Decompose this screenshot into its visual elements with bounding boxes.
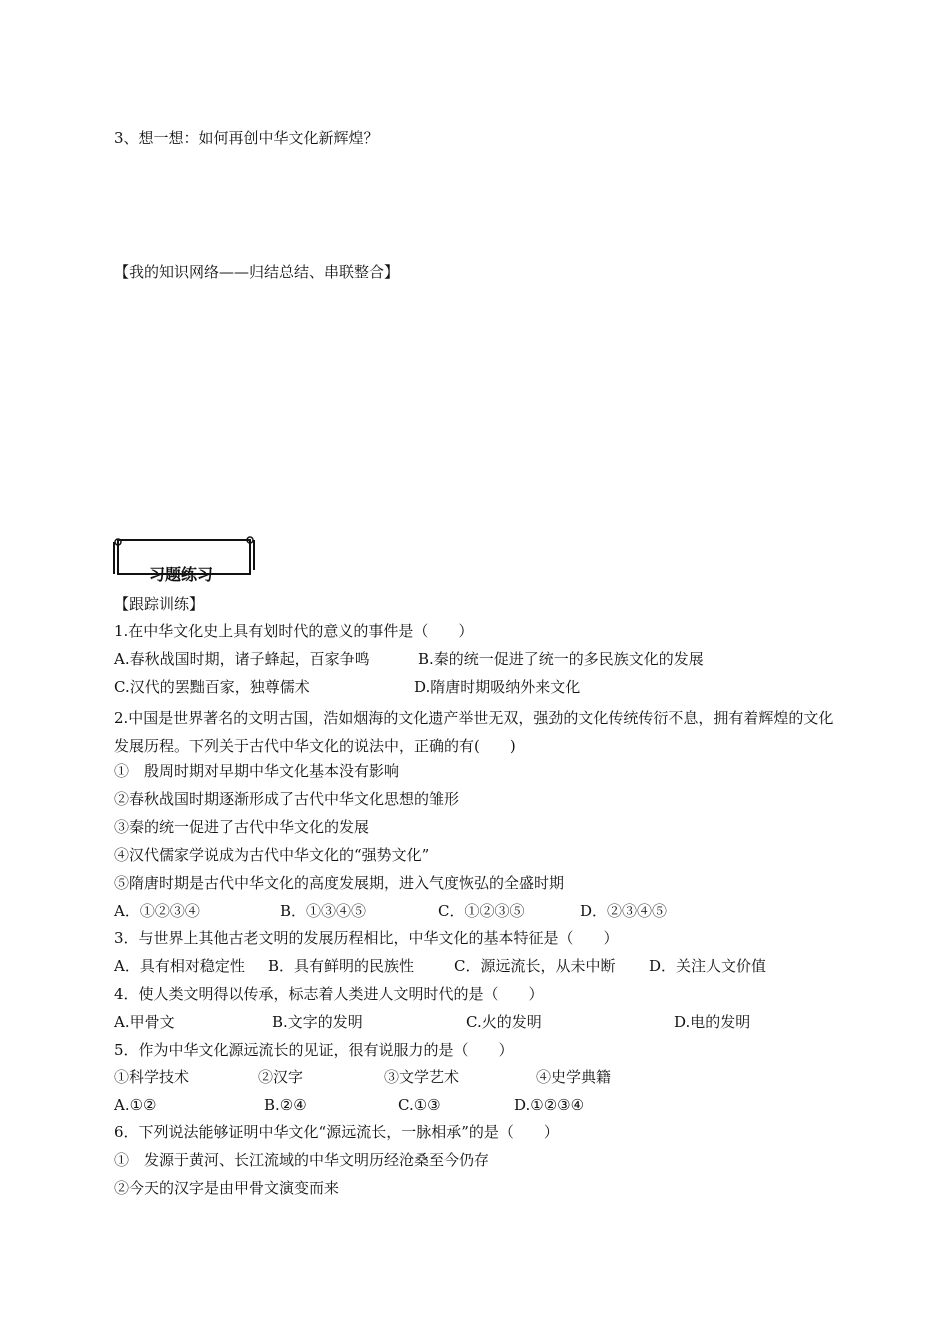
- q4-option-c: C.火的发明: [466, 1013, 542, 1031]
- q2-option-a: A．①②③④: [114, 902, 200, 920]
- q5-statement-1: ①科学技术: [114, 1068, 190, 1086]
- q2-option-c: C．①②③⑤: [438, 902, 525, 920]
- q2-statement-4: ④汉代儒家学说成为古代中华文化的“强势文化”: [114, 846, 430, 864]
- q5-option-b: B.②④: [264, 1096, 307, 1114]
- q3-option-d: D．关注人文价值: [649, 957, 767, 975]
- q4-stem: 4．使人类文明得以传承，标志着人类进人文明时代的是（ ）: [114, 985, 544, 1003]
- q1-option-c: C.汉代的罢黜百家，独尊儒术: [114, 678, 310, 696]
- q5-stem: 5．作为中华文化源远流长的见证，很有说服力的是（ ）: [114, 1041, 514, 1059]
- q2-stem: 2.中国是世界著名的文明古国，浩如烟海的文化遗产举世无双，强劲的文化传统传衍不息，拥有着辉煌的文化发展历程。下列关于古代中华文化的说法中，正确的有( ): [114, 709, 834, 755]
- q4-option-d: D.电的发明: [674, 1013, 751, 1031]
- q2-statement-2: ②春秋战国时期逐渐形成了古代中华文化思想的雏形: [114, 790, 460, 808]
- q1-stem: 1.在中华文化史上具有划时代的意义的事件是（ ）: [114, 622, 474, 640]
- q2-option-d: D．②③④⑤: [580, 902, 668, 920]
- q5-statement-4: ④史学典籍: [536, 1068, 612, 1086]
- q3-stem: 3．与世界上其他古老文明的发展历程相比，中华文化的基本特征是（ ）: [114, 929, 619, 947]
- q3-option-b: B．具有鲜明的民族性: [268, 957, 415, 975]
- q3-option-c: C．源远流长，从未中断: [454, 957, 616, 975]
- q1-option-d: D.隋唐时期吸纳外来文化: [414, 678, 581, 696]
- q5-option-a: A.①②: [114, 1096, 157, 1114]
- tracking-header: 【跟踪训练】: [114, 595, 205, 613]
- q4-option-a: A.甲骨文: [114, 1013, 175, 1031]
- q2-statement-1: ① 殷周时期对早期中华文化基本没有影响: [114, 762, 400, 780]
- q4-option-b: B.文字的发明: [272, 1013, 363, 1031]
- q6-statement-2: ②今天的汉字是由甲骨文演变而来: [114, 1179, 340, 1197]
- q5-statement-3: ③文学艺术: [384, 1068, 460, 1086]
- q2-statement-5: ⑤隋唐时期是古代中华文化的高度发展期，进入气度恢弘的全盛时期: [114, 874, 565, 892]
- q2-statement-3: ③秦的统一促进了古代中华文化的发展: [114, 818, 370, 836]
- q2-option-b: B．①③④⑤: [280, 902, 367, 920]
- q5-statement-2: ②汉字: [258, 1068, 304, 1086]
- q5-option-c: C.①③: [398, 1096, 441, 1114]
- q6-statement-1: ① 发源于黄河、长江流域的中华文明历经沧桑至今仍存: [114, 1151, 490, 1169]
- q1-option-b: B.秦的统一促进了统一的多民族文化的发展: [418, 650, 704, 668]
- knowledge-network-heading: 【我的知识网络——归结总结、串联整合】: [114, 263, 400, 281]
- think-question: 3、想一想：如何再创中华文化新辉煌？: [114, 129, 379, 147]
- q3-option-a: A．具有相对稳定性: [114, 957, 245, 975]
- q5-option-d: D.①②③④: [514, 1096, 585, 1114]
- q6-stem: 6．下列说法能够证明中华文化“源远流长，一脉相承”的是（ ）: [114, 1123, 559, 1141]
- exercise-banner-title: 习题练习: [149, 565, 214, 584]
- q1-option-a: A.春秋战国时期，诸子蜂起，百家争鸣: [114, 650, 370, 668]
